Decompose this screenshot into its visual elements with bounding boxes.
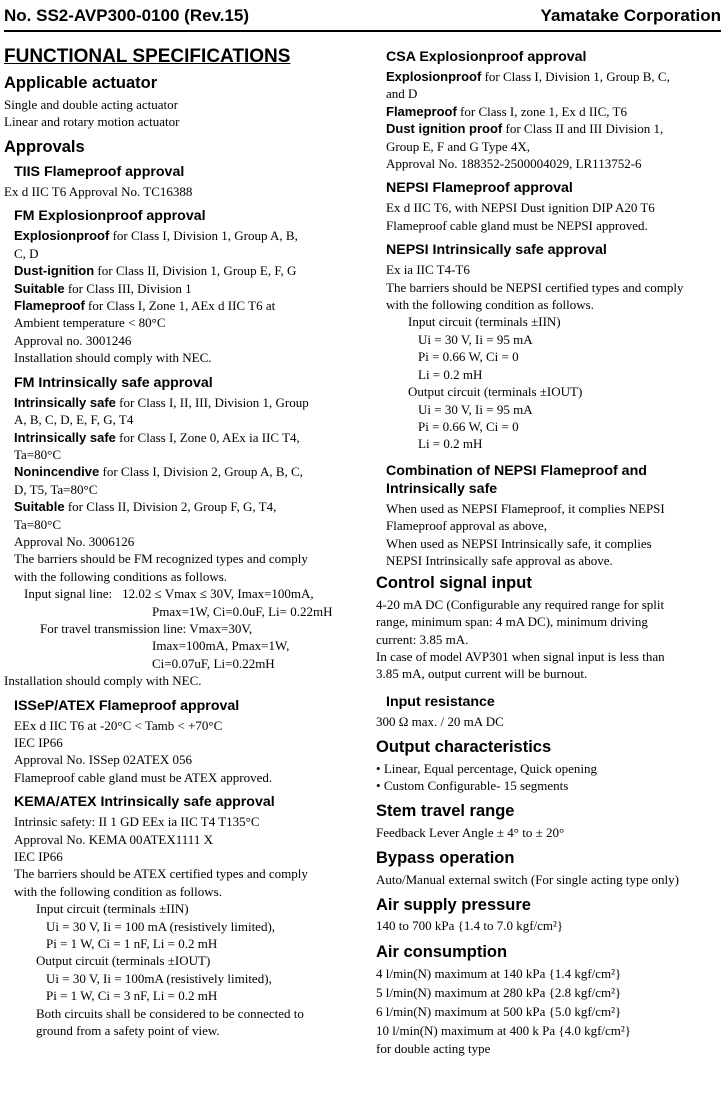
- approvals-heading: Approvals: [4, 137, 85, 156]
- text: A, B, C, D, E, F, G, T4: [14, 412, 134, 428]
- text: 140 to 700 kPa {1.4 to 7.0 kgf/cm²}: [376, 918, 564, 934]
- tiis-line: Ex d IIC T6 Approval No. TC16388: [4, 184, 193, 200]
- combo-body: [386, 500, 725, 570]
- text: 300 Ω max. / 20 mA DC: [376, 713, 504, 729]
- text: Flameproof cable gland must be ATEX approved.: [14, 769, 273, 785]
- text: Pi = 0.66 W, Ci = 0: [418, 418, 519, 434]
- text: ground from a safety point of view.: [36, 1023, 220, 1039]
- applicable-line-2: Linear and rotary motion actuator: [4, 114, 180, 130]
- text: Ui = 30 V, Ii = 100 mA (resistively limited),: [46, 918, 276, 934]
- text: 6 l/min(N) maximum at 500 kPa {5.0 kgf/cm²}: [376, 1004, 622, 1020]
- company-name: Yamatake Corporation: [540, 6, 721, 25]
- label: Dust ignition proof: [386, 121, 503, 137]
- input-res-heading: Input resistance: [386, 693, 495, 710]
- text: for Class I, Division 2, Group A, B, C,: [99, 464, 303, 480]
- label: Nonincendive: [14, 464, 100, 480]
- right-column: [376, 48, 725, 1058]
- applicable-actuator-heading: Applicable actuator: [4, 74, 158, 93]
- text: Feedback Lever Angle ± 4° to ± 20°: [376, 824, 565, 840]
- left-column: [4, 44, 366, 1040]
- text: Installation should comply with NEC.: [4, 673, 202, 689]
- applicable-line-1: Single and double acting actuator: [4, 96, 179, 112]
- text: Ta=80°C: [14, 516, 62, 532]
- text: for Class I, Zone 0, AEx ia IIC T4,: [115, 429, 300, 445]
- text: EEx d IIC T6 at -20°C < Tamb < +70°C: [14, 717, 223, 733]
- text: C, D: [14, 245, 39, 261]
- text: Ci=0.07uF, Li=0.22mH: [152, 655, 275, 671]
- text: Ambient temperature < 80°C: [14, 315, 166, 331]
- text: The barriers should be FM recognized types and comply: [14, 551, 308, 567]
- text: Imax=100mA, Pmax=1W,: [152, 638, 290, 654]
- label: Flameproof: [386, 103, 457, 119]
- text: IEC IP66: [14, 849, 63, 865]
- text: Approval No. ISSep 02ATEX 056: [14, 752, 193, 768]
- list-item: • Linear, Equal percentage, Quick opening: [376, 760, 725, 777]
- text: Input circuit (terminals ±IIN): [36, 901, 189, 917]
- issep-body: [14, 717, 366, 787]
- text: Flameproof approval as above,: [386, 518, 548, 534]
- text: Group E, F and G Type 4X,: [386, 138, 531, 154]
- label: Dust-ignition: [14, 263, 95, 279]
- text: Installation should comply with NEC.: [14, 350, 212, 366]
- text: D, T5, Ta=80°C: [14, 481, 98, 497]
- text: Ui = 30 V, Ii = 100mA (resistively limited),: [46, 970, 272, 986]
- text: Ui = 30 V, Ii = 95 mA: [418, 331, 533, 347]
- label: Explosionproof: [386, 69, 482, 84]
- label: Intrinsically safe: [14, 429, 116, 445]
- list-item: • Custom Configurable- 15 segments: [376, 777, 725, 794]
- text: range, minimum span: 4 mA DC), minimum driving: [376, 614, 648, 630]
- text: Combination of NEPSI Flameproof and: [386, 462, 647, 479]
- text: Approval No. 3006126: [14, 533, 135, 549]
- text: When used as NEPSI Flameproof, it complies NEPSI: [386, 500, 665, 516]
- page-header: [4, 0, 721, 32]
- text: The barriers should be ATEX certified types and comply: [14, 866, 308, 882]
- document-number: No. SS2-AVP300-0100 (Rev.15): [4, 6, 250, 25]
- text: 10 l/min(N) maximum at 400 k Pa {4.0 kgf/cm²}: [376, 1023, 632, 1039]
- kema-body: [14, 813, 366, 1039]
- section-title: FUNCTIONAL SPECIFICATIONS: [4, 46, 291, 67]
- text: 12.02 ≤ Vmax ≤ 30V, Imax=100mA,: [122, 586, 314, 602]
- fm-is-heading: FM Intrinsically safe approval: [14, 374, 213, 391]
- text: Approval no. 3001246: [14, 332, 132, 348]
- issep-heading: ISSeP/ATEX Flameproof approval: [14, 697, 240, 714]
- text: Approval No. 188352-2500004029, LR113752-6: [386, 156, 642, 172]
- fm-exp-heading: FM Explosionproof approval: [14, 208, 206, 225]
- stem-heading: Stem travel range: [376, 802, 515, 821]
- kema-heading: KEMA/ATEX Intrinsically safe approval: [14, 794, 275, 811]
- label: Input signal line:: [24, 586, 113, 602]
- text: current: 3.85 mA.: [376, 631, 469, 647]
- text: NEPSI Intrinsically safe approval as above.: [386, 552, 613, 568]
- text: Ex ia IIC T4-T6: [386, 262, 470, 278]
- nepsi-is-body: [386, 261, 725, 452]
- text: with the following conditions as follows.: [14, 568, 228, 584]
- text: 3.85 mA, output current will be burnout.: [376, 666, 588, 682]
- text: Output circuit (terminals ±IOUT): [408, 384, 583, 400]
- nepsi-is-heading: NEPSI Intrinsically safe approval: [386, 242, 607, 259]
- text: Pmax=1W, Ci=0.0uF, Li= 0.22mH: [152, 603, 333, 619]
- text: Ex d IIC T6, with NEPSI Dust ignition DIP A20 T6: [386, 200, 655, 216]
- text: In case of model AVP301 when signal input is less than: [376, 648, 665, 664]
- label: Intrinsically safe: [14, 394, 116, 410]
- text: for Class II, Division 2, Group F, G, T4,: [64, 499, 277, 515]
- text: for Class I, II, III, Division 1, Group: [115, 394, 309, 410]
- text: for Class I, Division 1, Group A, B,: [109, 228, 298, 244]
- output-heading: Output characteristics: [376, 738, 552, 757]
- text: Approval No. KEMA 00ATEX1111 X: [14, 831, 213, 847]
- text: for Class I, Zone 1, AEx d IIC T6 at: [84, 298, 276, 314]
- text: for Class III, Division 1: [64, 280, 192, 296]
- text: for Class I, zone 1, Ex d IIC, T6: [456, 103, 627, 119]
- text: Both circuits shall be considered to be connected to: [36, 1005, 304, 1021]
- text: for Class II, Division 1, Group E, F, G: [94, 263, 297, 279]
- text: for Class I, Division 1, Group B, C,: [481, 69, 670, 84]
- tiis-heading: TIIS Flameproof approval: [14, 164, 185, 181]
- text: Intrinsic safety: II 1 GD EEx ia IIC T4 T135°C: [14, 814, 260, 830]
- text: with the following condition as follows.: [386, 297, 594, 313]
- text: Pi = 1 W, Ci = 3 nF, Li = 0.2 mH: [46, 988, 218, 1004]
- fm-exp-body: [14, 227, 366, 366]
- nepsi-fp-heading: NEPSI Flameproof approval: [386, 180, 573, 197]
- label: Explosionproof: [14, 228, 110, 244]
- csa-body: [386, 68, 725, 172]
- text: 4 l/min(N) maximum at 140 kPa {1.4 kgf/cm²}: [376, 966, 622, 982]
- text: When used as NEPSI Intrinsically safe, it complies: [386, 535, 652, 551]
- label: Suitable: [14, 499, 65, 515]
- text: Intrinsically safe: [386, 480, 498, 497]
- text: Pi = 0.66 W, Ci = 0: [418, 349, 519, 365]
- fm-is-body: [14, 394, 366, 673]
- air-cons-heading: Air consumption: [376, 942, 508, 961]
- text: for double acting type: [376, 1041, 491, 1057]
- text: and D: [386, 86, 418, 102]
- text: The barriers should be NEPSI certified types and comply: [386, 279, 684, 295]
- control-heading: Control signal input: [376, 574, 532, 593]
- text: for Class II and III Division 1,: [502, 121, 664, 137]
- combo-heading: [386, 462, 725, 498]
- nepsi-fp-body: [386, 199, 725, 234]
- text: 5 l/min(N) maximum at 280 kPa {2.8 kgf/cm²}: [376, 985, 622, 1001]
- text: Ta=80°C: [14, 446, 62, 462]
- text: Output circuit (terminals ±IOUT): [36, 953, 211, 969]
- text: Auto/Manual external switch (For single acting type only): [376, 871, 679, 887]
- text: Ui = 30 V, Ii = 95 mA: [418, 401, 533, 417]
- text: IEC IP66: [14, 735, 63, 750]
- text: Li = 0.2 mH: [418, 436, 483, 452]
- text: 4-20 mA DC (Configurable any required range for split: [376, 596, 665, 612]
- label: Flameproof: [14, 298, 85, 314]
- text: Flameproof cable gland must be NEPSI approved.: [386, 217, 648, 233]
- csa-heading: CSA Explosionproof approval: [386, 49, 587, 65]
- text: For travel transmission line: Vmax=30V,: [40, 620, 253, 636]
- label: Suitable: [14, 280, 65, 296]
- text: Pi = 1 W, Ci = 1 nF, Li = 0.2 mH: [46, 936, 218, 952]
- text: Li = 0.2 mH: [418, 366, 483, 382]
- bypass-heading: Bypass operation: [376, 849, 515, 868]
- air-supply-heading: Air supply pressure: [376, 896, 531, 915]
- text: with the following condition as follows.: [14, 883, 222, 899]
- text: Input circuit (terminals ±IIN): [408, 314, 561, 330]
